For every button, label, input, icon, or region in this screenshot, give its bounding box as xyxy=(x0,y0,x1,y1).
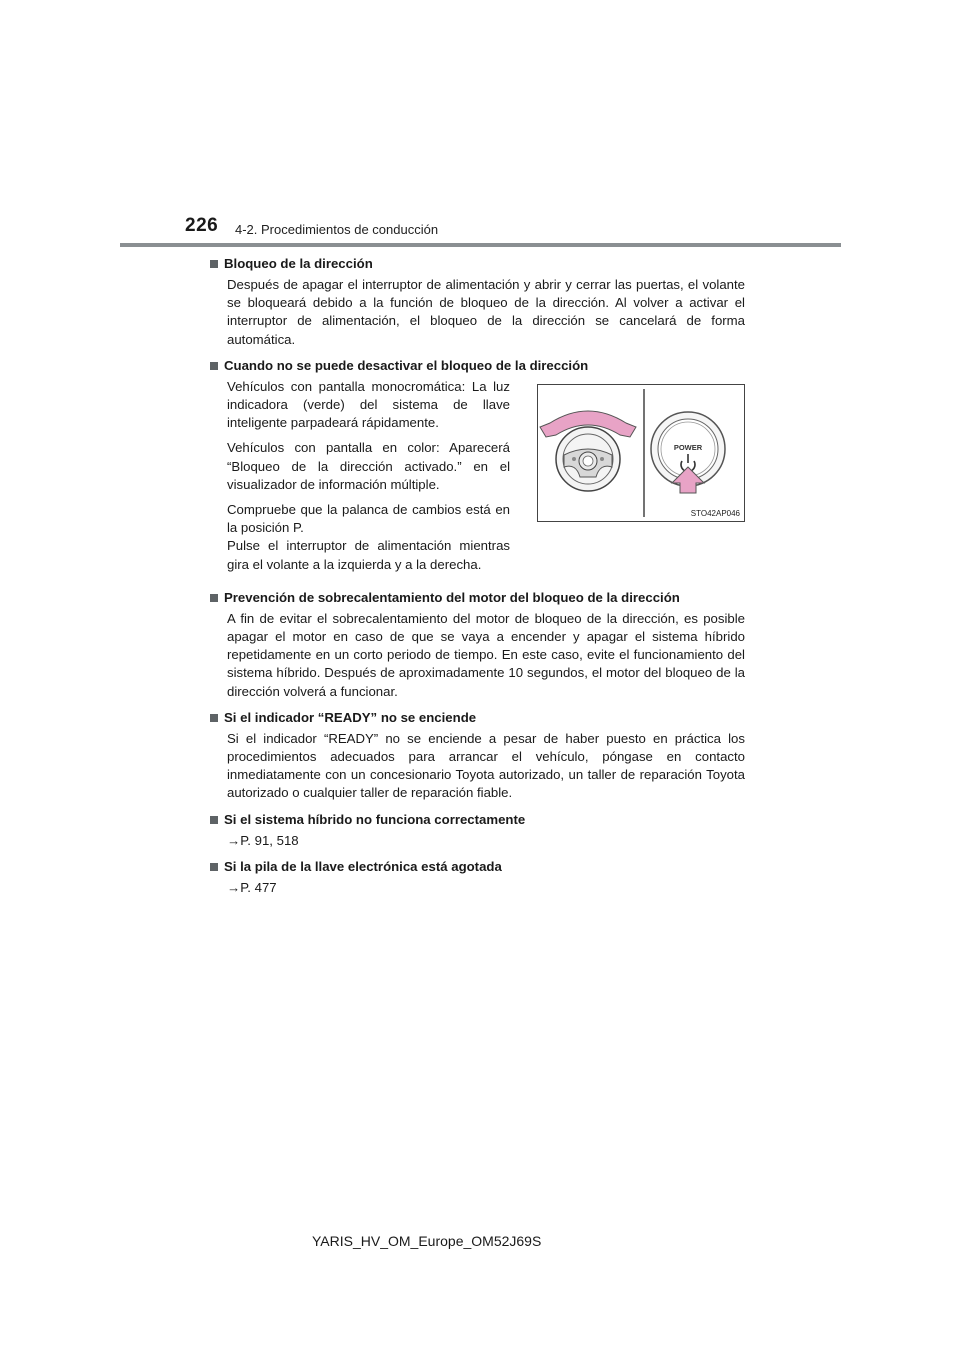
square-bullet-icon xyxy=(210,362,218,370)
figure-illustration xyxy=(538,385,744,521)
square-bullet-icon xyxy=(210,594,218,602)
steering-wheel-icon xyxy=(556,427,620,491)
square-bullet-icon xyxy=(210,863,218,871)
heading-text: Si el sistema híbrido no funciona correctamente xyxy=(224,811,526,827)
heading-text: Prevención de sobrecalentamiento del motor del bloqueo de la dirección xyxy=(224,589,680,605)
page-number: 226 xyxy=(185,215,219,236)
section-heading xyxy=(210,357,745,375)
section-heading xyxy=(210,589,745,607)
section-hybrid xyxy=(210,811,745,850)
steering-power-figure xyxy=(537,384,745,522)
paragraph-shift-lever: Compruebe que la palanca de cambios está en la posición P. xyxy=(227,502,510,536)
heading-text: Cuando no se puede desactivar el bloqueo de la dirección xyxy=(224,357,589,373)
paragraph-color: Vehículos con pantalla en color: Aparecerá “Bloqueo de la dirección activado.” en el visualizador de información múltiple. xyxy=(227,440,510,492)
paragraph-monochrome: Vehículos con pantalla monocromática: La luz indicadora (verde) del sistema de llave inteligente parpadeará rápidamente. xyxy=(227,378,510,431)
page-reference-link[interactable]: →P. 91, 518 xyxy=(227,832,299,848)
text-figure-row xyxy=(227,378,745,581)
paragraph-power-switch: Pulse el interruptor de alimentación mientras gira el volante a la izquierda y a la derecha. xyxy=(227,538,510,572)
section-heading xyxy=(210,709,745,727)
page-content xyxy=(210,255,745,905)
section-cannot-release xyxy=(210,357,745,581)
section-ready xyxy=(210,709,745,803)
section-body: Después de apagar el interruptor de alimentación y abrir y cerrar las puertas, el volante se bloqueará debido a la función de bloqueo de la dirección. Al volver a activar el interruptor de alimentación, el bloqueo de la dirección se cancelará de forma automática. xyxy=(227,277,745,347)
section-overheat xyxy=(210,589,745,701)
section-title: 4-2. Procedimientos de conducción xyxy=(235,222,439,237)
heading-text: Si la pila de la llave electrónica está agotada xyxy=(224,858,502,874)
heading-text: Bloqueo de la dirección xyxy=(224,256,373,271)
document-footer: YARIS_HV_OM_Europe_OM52J69S xyxy=(312,1233,542,1249)
section-heading xyxy=(210,255,745,273)
square-bullet-icon xyxy=(210,816,218,824)
section-steering-lock xyxy=(210,255,745,349)
figure-code: STO42AP046 xyxy=(690,508,740,518)
section-body: A fin de evitar el sobrecalentamiento del motor de bloqueo de la dirección, es posible apagar el motor en caso de que se vaya a encender y apagar el sistema híbrido repetidamente en un corto periodo de tiempo. En este caso, evite el funcionamiento del sistema híbrido. Después de aproximadamente 10 segundos, el motor del bloqueo de la dirección volverá a funcionar. xyxy=(227,610,745,699)
section-heading xyxy=(210,811,745,829)
square-bullet-icon xyxy=(210,260,218,268)
heading-text: Si el indicador “READY” no se enciende xyxy=(224,709,477,725)
header-rule xyxy=(120,243,841,247)
page-reference-link[interactable]: →P. 477 xyxy=(227,879,277,895)
section-body: Si el indicador “READY” no se enciende a pesar de haber puesto en práctica los procedimientos adecuados para arrancar el vehículo, póngase en contacto inmediatamente con un concesionario Toyota autorizado, un taller de reparación Toyota autorizado o cualquier taller de reparación fiable. xyxy=(227,730,745,801)
power-label: POWER xyxy=(673,442,703,452)
square-bullet-icon xyxy=(210,714,218,722)
section-battery xyxy=(210,858,745,897)
section-heading xyxy=(210,858,745,876)
split-text xyxy=(227,378,510,581)
